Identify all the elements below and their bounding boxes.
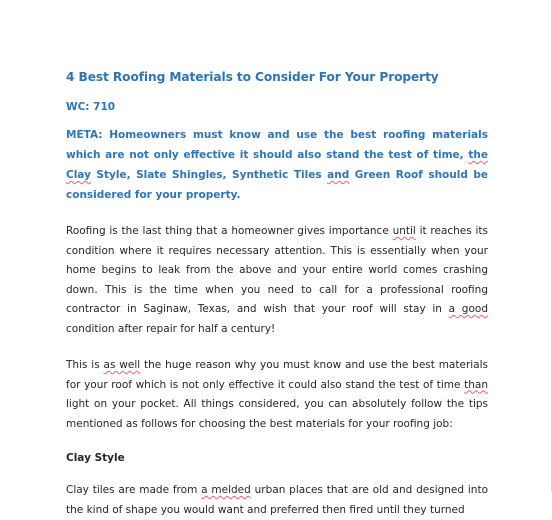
paragraph-text: Clay tiles are made from <box>66 484 202 496</box>
paragraph-text: it reaches its condition where it requires necessary attention. This is essentially when your home begins to leak from the above and your entire world comes crashing down. This is the time when you need to call for a professional roofing contractor in Saginaw, Texas, and wish that your roof will stay in <box>66 225 489 315</box>
meta-text: Green Roof should be considered for your property. <box>66 169 488 201</box>
meta-text: Style, Slate Shingles, Synthetic Tiles <box>90 169 328 181</box>
word-count: WC: 710 <box>66 101 116 113</box>
spelling-flag[interactable]: as well <box>103 359 141 371</box>
spelling-flag[interactable]: and <box>327 169 350 181</box>
document-title: 4 Best Roofing Materials to Consider For Your Property <box>66 70 439 84</box>
spelling-flag[interactable]: until <box>392 225 416 237</box>
paragraph-3 <box>66 481 488 520</box>
spelling-flag[interactable]: a good <box>448 303 488 315</box>
paragraph-text: urban places that are old and designed into the kind of shape you would want and preferred then fired until they turned <box>66 484 488 516</box>
paragraph-2 <box>66 356 488 434</box>
document-body[interactable] <box>66 58 488 520</box>
spelling-flag[interactable]: than <box>464 378 488 391</box>
paragraph-text: condition after repair for half a century! <box>66 322 276 335</box>
meta-text: META: Homeowners must know and use the best roofing materials which are not only effective it should also stand the test of time, <box>66 129 488 161</box>
paragraph-text: Roofing is the last thing that a homeowner gives importance <box>66 225 393 237</box>
paragraph-text: the huge reason why you must know and use the best materials for your roof which is not only effective it could also stand the test of time <box>66 359 489 391</box>
paragraph-text: light on your pocket. All things considered, you can absolutely follow the tips mentioned as follows for choosing the best materials for your roofing job: <box>66 398 488 430</box>
spelling-flag[interactable]: the Clay <box>66 149 488 181</box>
section-heading: Clay Style <box>66 452 125 464</box>
paragraph-text: This is <box>66 359 104 371</box>
meta-description <box>66 125 488 205</box>
spelling-flag[interactable]: a melded <box>201 484 251 496</box>
paragraph-1 <box>66 222 488 339</box>
